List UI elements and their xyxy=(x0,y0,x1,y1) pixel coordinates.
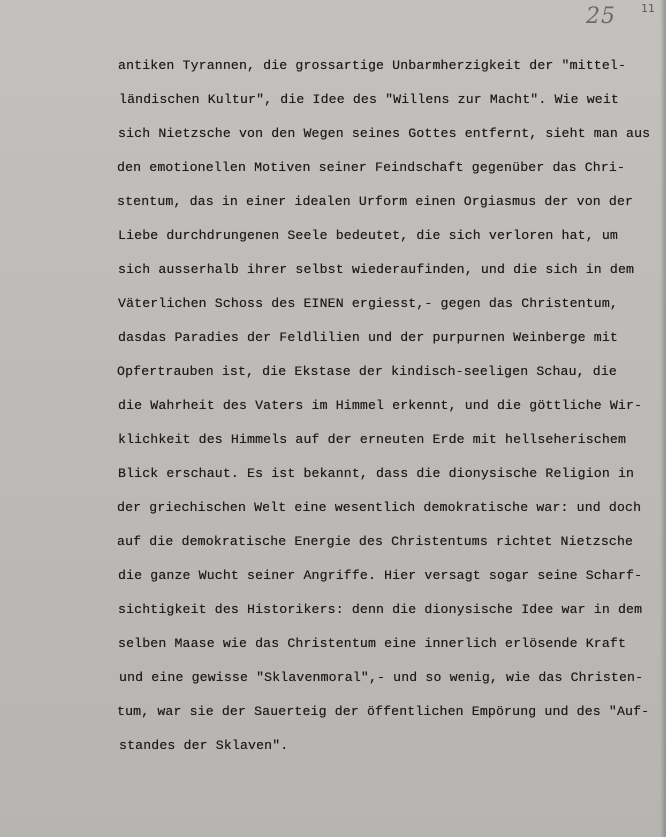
text-line: antiken Tyrannen, die grossartige Unbarmherzigkeit der "mittel- xyxy=(118,58,627,73)
text-line: sich Nietzsche von den Wegen seines Gottes entfernt, sieht man aus xyxy=(118,126,651,141)
text-line: sichtigkeit des Historikers: denn die dionysische Idee war in dem xyxy=(118,602,643,617)
text-line: klichkeit des Himmels auf der erneuten Erde mit hellseherischem xyxy=(118,432,627,447)
text-line: standes der Sklaven". xyxy=(119,738,289,753)
text-line: Blick erschaut. Es ist bekannt, dass die dionysische Religion in xyxy=(118,466,635,481)
text-line: ländischen Kultur", die Idee des "Willens zur Macht". Wie weit xyxy=(119,92,619,107)
text-line: stentum, das in einer idealen Urform einen Orgiasmus der von der xyxy=(117,194,634,209)
text-line: die Wahrheit des Vaters im Himmel erkennt, und die göttliche Wir- xyxy=(118,398,643,413)
text-line: der griechischen Welt eine wesentlich demokratische war: und doch xyxy=(117,500,642,515)
text-line: Väterlichen Schoss des EINEN ergiesst,- gegen das Christentum, xyxy=(118,296,618,311)
text-line: und eine gewisse "Sklavenmoral",- und so wenig, wie das Christen- xyxy=(119,670,644,685)
page-number: 25 xyxy=(586,4,616,29)
text-line: Liebe durchdrungenen Seele bedeutet, die sich verloren hat, um xyxy=(118,228,618,243)
corner-mark: 11 xyxy=(641,2,655,15)
text-line: sich ausserhalb ihrer selbst wiederaufinden, und die sich in dem xyxy=(118,262,635,277)
text-line: dasdas Paradies der Feldlilien und der purpurnen Weinberge mit xyxy=(118,330,618,345)
text-line: selben Maase wie das Christentum eine innerlich erlösende Kraft xyxy=(118,636,627,651)
text-line: die ganze Wucht seiner Angriffe. Hier versagt sogar seine Scharf- xyxy=(118,568,643,583)
text-line: auf die demokratische Energie des Christentums richtet Nietzsche xyxy=(117,534,634,549)
text-line: Opfertrauben ist, die Ekstase der kindisch-seeligen Schau, die xyxy=(117,364,617,379)
text-line: tum, war sie der Sauerteig der öffentlichen Empörung und des "Auf- xyxy=(117,704,650,719)
text-line: den emotionellen Motiven seiner Feindschaft gegenüber das Chri- xyxy=(117,160,626,175)
page-edge-shadow xyxy=(660,0,666,837)
